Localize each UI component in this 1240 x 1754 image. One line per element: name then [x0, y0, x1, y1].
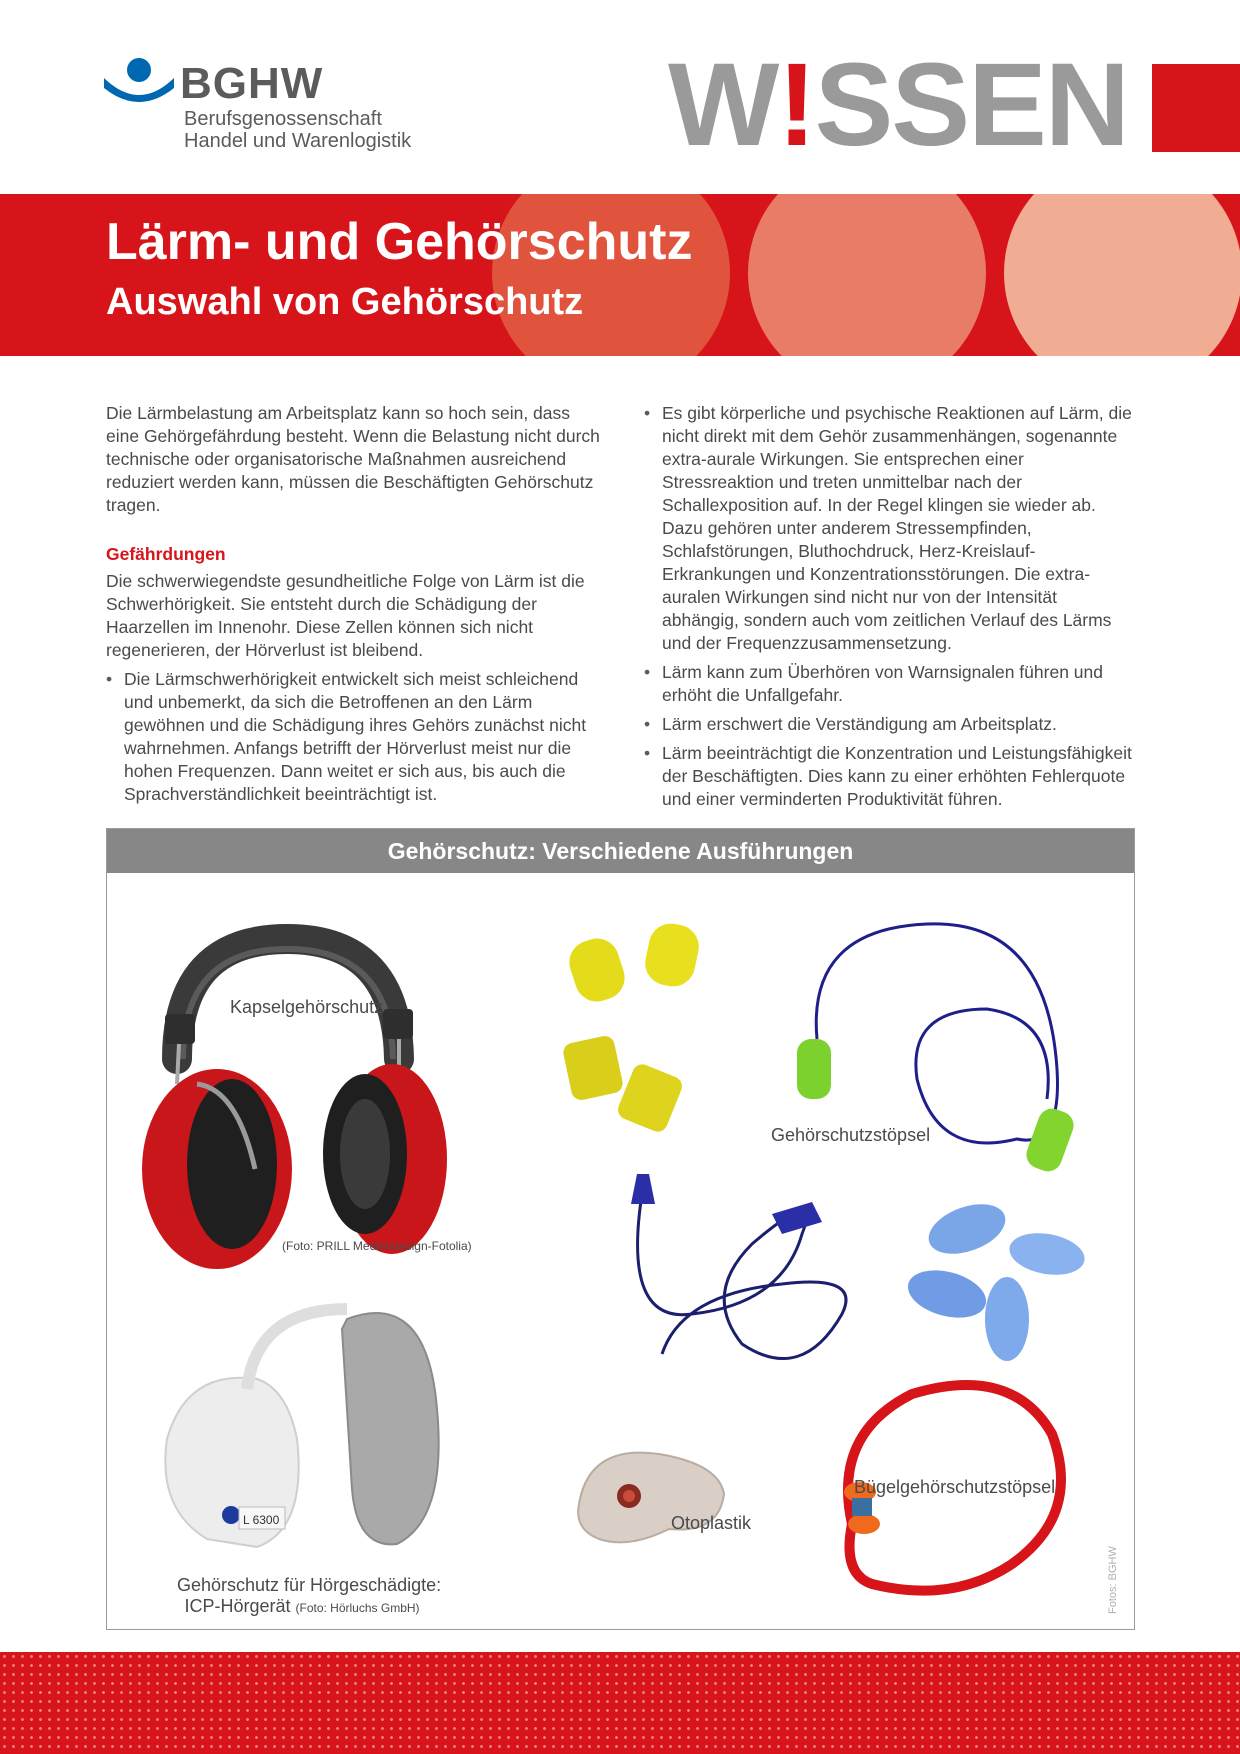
hazards-heading: Gefährdungen [106, 544, 226, 564]
mushroom-earplugs-icon [897, 1199, 1097, 1369]
right-bullet-list [644, 402, 1138, 811]
list-item: • Die Lärmschwerhörigkeit entwickelt sich meist schleichend und unbemerkt, da sich die Betroffenen an den Lärm gewöhnen und die Schädigung ihres Gehörs zunächst nicht wahrnehmen. Anfangs betrifft der Hörverlust meist nur die hohen Frequenzen. Dann weitet er sich aus, bis auch die Sprachverständlichkeit beeinträchtigt ist. [106, 668, 600, 806]
earplugs-label: Gehörschutzstöpsel [771, 1125, 931, 1145]
logo-name: BGHW [180, 59, 324, 108]
list-item: • Es gibt körperliche und psychische Reaktionen auf Lärm, die nicht direkt mit dem Gehör zusammenhängen, sogenannte extra-aurale Wirkungen. Sie entsprechen einer Stressreaktion und treten unmittelbar nach der Schallexposition auf. In der Regel klingen sie wieder ab. Dazu gehören unter anderem Stressempfinden, Schlafstörungen, Bluthochdruck, Herz-Kreislauf-Erkrankungen und Konzentrationsstörungen. Die extra-auralen Wirkungen sind nicht nur von der Intensität abhängig, sondern auch vom zeitlichen Verlauf des Lärms und der Frequenzzusammensetzung. [644, 402, 1138, 655]
hearing-aid-credit: (Foto: Hörluchs GmbH) [295, 1601, 420, 1615]
list-item: • Lärm erschwert die Verständigung am Arbeitsplatz. [644, 713, 1138, 736]
hearing-aid-tag: L 6300 [243, 1513, 280, 1527]
hearing-aid-label-line2 [177, 1596, 427, 1617]
hazards-paragraph: Die schwerwiegendste gesundheitliche Folge von Lärm ist die Schwerhörigkeit. Sie entsteht durch die Schädigung der Haarzellen im Innenohr. Diese Zellen können sich nicht regenerieren, der Hörverlust ist bleibend. [106, 571, 585, 660]
foam-earplugs-icon [562, 919, 722, 1149]
bghw-logo [104, 58, 424, 158]
hearing-aid-label-text: ICP-Hörgerät [184, 1596, 291, 1616]
otoplastic-icon [569, 1434, 739, 1554]
hearing-aid-icon [147, 1289, 457, 1559]
earmuffs-credit: (Foto: PRILL Mediendesign-Fotolia) [282, 1239, 472, 1253]
page-subtitle: Auswahl von Gehörschutz [106, 281, 584, 323]
hearing-protection-figure [106, 828, 1135, 1630]
brand-ssen: SSEN [814, 39, 1129, 171]
bghw-emblem-icon [104, 58, 174, 118]
earmuffs-label: Kapselgehörschutz [230, 997, 384, 1017]
banded-earplugs-label: Bügelgehörschutzstöpsel [854, 1477, 1056, 1497]
left-bullet-list [106, 668, 600, 806]
logo-subtitle-1: Berufsgenossenschaft [184, 108, 382, 130]
right-column [644, 402, 1138, 817]
banner-circle-2 [748, 194, 986, 356]
wissen-brand [668, 39, 1129, 171]
list-item: • Lärm kann zum Überhören von Warnsignalen führen und erhöht die Unfallgefahr. [644, 661, 1138, 707]
earmuffs-icon [137, 909, 457, 1259]
intro-paragraph: Die Lärmbelastung am Arbeitsplatz kann so hoch sein, dass eine Gehörgefährdung besteht. Wenn die Belastung nicht durch technische oder organisatorische Maßnahmen ausreichend reduziert werden kann, müssen die Beschäftigten Gehörschutz tragen. [106, 403, 600, 515]
logo-subtitle-2: Handel und Warenlogistik [184, 130, 412, 152]
left-column [106, 402, 600, 812]
figure-header: Gehörschutz: Verschiedene Ausführungen [107, 829, 1134, 873]
reusable-earplugs-icon [602, 1164, 922, 1384]
brand-red-square [1152, 64, 1240, 152]
photos-credit: Fotos: BGHW [1107, 1546, 1119, 1614]
brand-exclamation: ! [777, 39, 815, 171]
hearing-aid-label-line1: Gehörschutz für Hörgeschädigte: [177, 1575, 442, 1595]
brand-w: W [668, 39, 778, 171]
list-item: • Lärm beeinträchtigt die Konzentration und Leistungsfähigkeit der Beschäftigten. Dies kann zu einer erhöhten Fehlerquote und einer verminderten Produktivität führen. [644, 742, 1138, 811]
banner-circle-3 [1004, 194, 1240, 356]
otoplastic-label: Otoplastik [671, 1513, 752, 1533]
corded-earplugs-icon [787, 919, 1077, 1189]
hearing-aid-label [177, 1575, 442, 1617]
page-title: Lärm- und Gehörschutz [106, 213, 693, 271]
footer-pattern [0, 1652, 1240, 1754]
